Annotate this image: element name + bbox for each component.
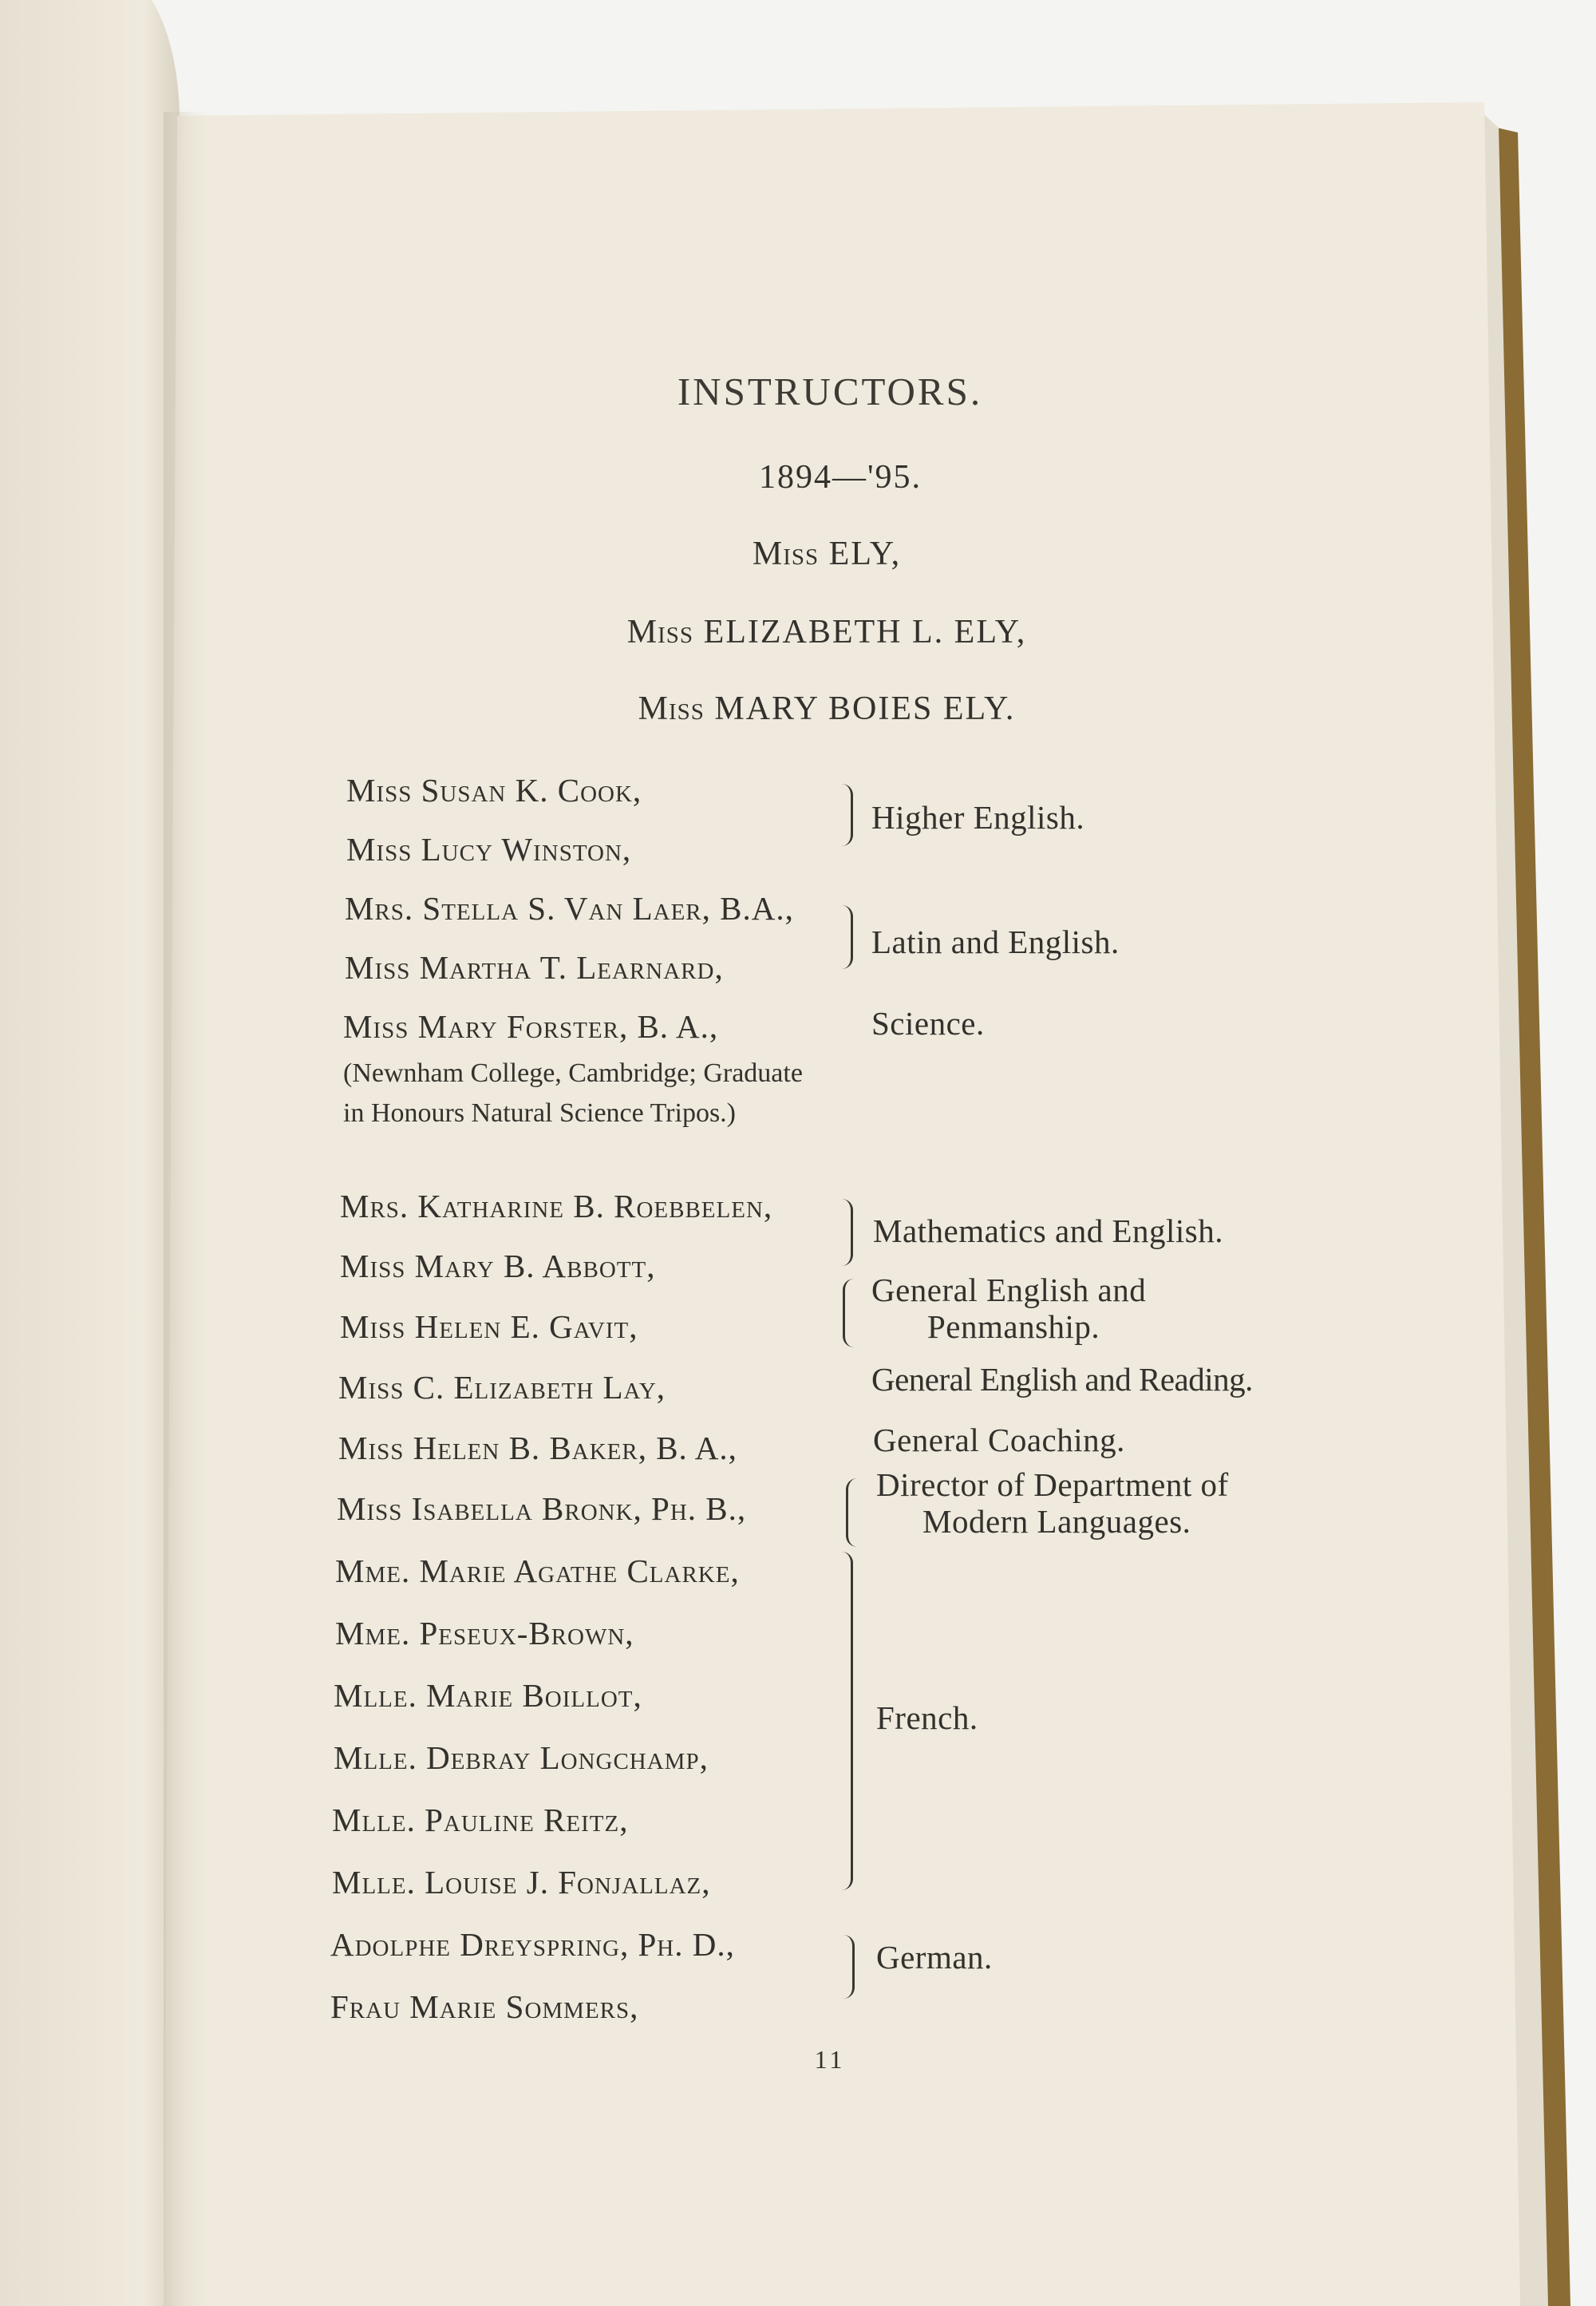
instructor-name: Miss Mary Forster, B. A.,: [343, 1008, 719, 1045]
bracket: [839, 1552, 853, 1890]
bracket: [846, 1478, 859, 1547]
forster-qualification-note: (Newnham College, Cambridge; Graduate in Honours Natural Science Tripos.): [343, 1058, 803, 1128]
instructor-name: Adolphe Dreyspring, Ph. D.,: [330, 1926, 735, 1963]
subject-label: General English and Reading.: [871, 1361, 1253, 1398]
subject-label: General English and: [871, 1272, 1147, 1308]
page-number: 11: [814, 2045, 846, 2074]
left-page: [0, 0, 180, 2306]
instructor-name: Mrs. Stella S. Van Laer, B.A.,: [345, 890, 794, 927]
bracket: [841, 1935, 855, 1999]
page-heading: INSTRUCTORS.: [677, 370, 983, 413]
principal-line: [627, 613, 1026, 651]
subject-label: Higher English.: [871, 799, 1085, 836]
subject-label: Science.: [871, 1005, 985, 1042]
instructor-name: Mrs. Katharine B. Roebbelen,: [340, 1188, 773, 1224]
bracket: [839, 905, 853, 969]
principal-line: [753, 535, 901, 573]
instructor-name: Miss Isabella Bronk, Ph. B.,: [337, 1490, 747, 1527]
instructor-name: Miss Martha T. Learnard,: [345, 949, 724, 986]
instructor-name: Miss Susan K. Cook,: [346, 772, 642, 809]
bracket: [839, 1199, 853, 1266]
subject-label: Latin and English.: [871, 924, 1120, 960]
subject-label: General Coaching.: [873, 1422, 1125, 1458]
instructor-name: Frau Marie Sommers,: [330, 1988, 639, 2025]
subject-label: Modern Languages.: [922, 1503, 1191, 1540]
bracket: [839, 784, 853, 846]
principal-name: ELIZABETH L. ELY,: [703, 614, 1027, 651]
principal-title: Miss: [626, 614, 694, 651]
subject-label: German.: [876, 1939, 993, 1976]
instructor-name: Miss Helen E. Gavit,: [340, 1308, 638, 1345]
instructor-name: Miss C. Elizabeth Lay,: [338, 1369, 666, 1406]
instructor-name: Miss Helen B. Baker, B. A.,: [338, 1430, 737, 1466]
subject-label: Penmanship.: [927, 1308, 1100, 1345]
principal-name: MARY BOIES ELY.: [714, 690, 1016, 727]
subject-label: Mathematics and English.: [873, 1212, 1223, 1249]
subject-label: French.: [876, 1699, 978, 1736]
instructor-name: Mme. Peseux-Brown,: [335, 1615, 634, 1651]
principal-title: Miss: [638, 690, 705, 727]
subject-label: Director of Department of: [876, 1466, 1229, 1503]
instructor-name: Mlle. Pauline Reitz,: [332, 1802, 629, 1838]
instructor-name: Miss Mary B. Abbott,: [340, 1248, 656, 1284]
instructor-name: Mlle. Debray Longchamp,: [334, 1739, 709, 1776]
principal-name: ELY,: [828, 536, 902, 572]
principal-title: Miss: [752, 536, 820, 572]
instructor-name: Mlle. Marie Boillot,: [334, 1677, 642, 1714]
instructor-name: Miss Lucy Winston,: [346, 831, 632, 868]
principal-line: [638, 690, 1016, 728]
instructor-name: Mme. Marie Agathe Clarke,: [335, 1552, 740, 1589]
year-range: 1894—'95.: [758, 459, 922, 496]
bracket: [843, 1279, 856, 1347]
instructor-name: Mlle. Louise J. Fonjallaz,: [332, 1864, 711, 1901]
